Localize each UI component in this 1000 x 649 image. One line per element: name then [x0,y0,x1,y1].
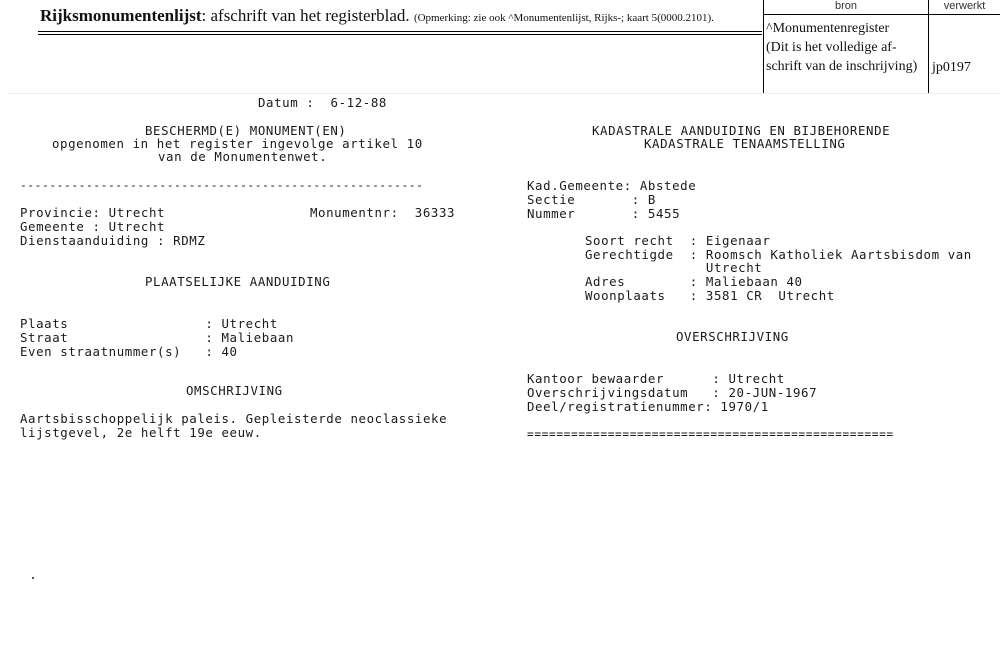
section-heading-overschrijving: OVERSCHRIJVING [676,329,789,344]
verwerkt-column-header: verwerkt [943,0,986,12]
omschrijving-line-2: lijstgevel, 2e helft 19e eeuw. [20,425,262,440]
title-bold: Rijksmonumentenlijst [40,6,202,25]
verwerkt-value: jp0197 [932,60,971,75]
provincie: Provincie: Utrecht [20,205,166,220]
title-underline [38,31,762,32]
heading-line-2: opgenomen in het register ingevolge artikel 10 [52,136,423,151]
omschrijving-line-1: Aartsbisschoppelijk paleis. Gepleisterde neoclassieke [20,411,448,426]
straat: Straat : Maliebaan [20,330,295,345]
gemeente: Gemeente : Utrecht [20,219,166,234]
document-title [40,6,714,26]
monumentnr: Monumentnr: 36333 [310,205,456,220]
kad-gemeente: Kad.Gemeente: Abstede [527,178,697,193]
even-straatnummers: Even straatnummer(s) : 40 [20,344,238,359]
adres: Adres : Maliebaan 40 [585,274,803,289]
plaats: Plaats : Utrecht [20,316,278,331]
deel-registratienummer: Deel/registratienummer: 1970/1 [527,399,769,414]
kantoor-bewaarder: Kantoor bewaarder : Utrecht [527,371,785,386]
section-heading-kadastrale: KADASTRALE AANDUIDING EN BIJBEHORENDE [592,123,891,138]
sectie: Sectie : B [527,192,656,207]
overschrijvingsdatum: Overschrijvingsdatum : 20-JUN-1967 [527,385,818,400]
equals-rule: ================================================== [527,428,894,441]
soort-recht: Soort recht : Eigenaar [585,233,771,248]
bron-line: schrift van de inschrijving) [766,59,918,74]
bron-line: ^Monumentenregister [766,21,890,36]
bron-line: (Dit is het volledige af- [766,40,897,55]
bron-column-header: bron [834,0,858,12]
heading-line-3: van de Monumentenwet. [158,149,328,164]
kadastrale-heading-line-2: KADASTRALE TENAAMSTELLING [644,136,846,151]
title-rest: : afschrift van het registerblad. [201,6,410,25]
bron-text [766,19,917,76]
title-underline-2 [38,34,762,35]
section-heading-plaatselijke: PLAATSELIJKE AANDUIDING [145,274,331,289]
woonplaats: Woonplaats : 3581 CR Utrecht [585,288,835,303]
gerechtigde-cont: Utrecht [585,260,763,275]
section-heading-omschrijving: OMSCHRIJVING [186,383,283,398]
nummer: Nummer : 5455 [527,206,681,221]
scan-speck [32,577,34,579]
dienstaanduiding: Dienstaanduiding : RDMZ [20,233,206,248]
meta-border-header [763,14,1000,15]
title-note: (Opmerking: zie ook ^Monumentenlijst, Rijks-; kaart 5(0000.2101). [413,12,714,24]
gerechtigde: Gerechtigde : Roomsch Katholiek Aartsbisdom van [585,247,972,262]
datum: Datum : 6-12-88 [258,95,387,110]
dash-rule: ------------------------------------------------------- [20,179,424,192]
scan-edge [8,93,1000,94]
section-heading-beschermd: BESCHERMD(E) MONUMENT(EN) [145,123,347,138]
